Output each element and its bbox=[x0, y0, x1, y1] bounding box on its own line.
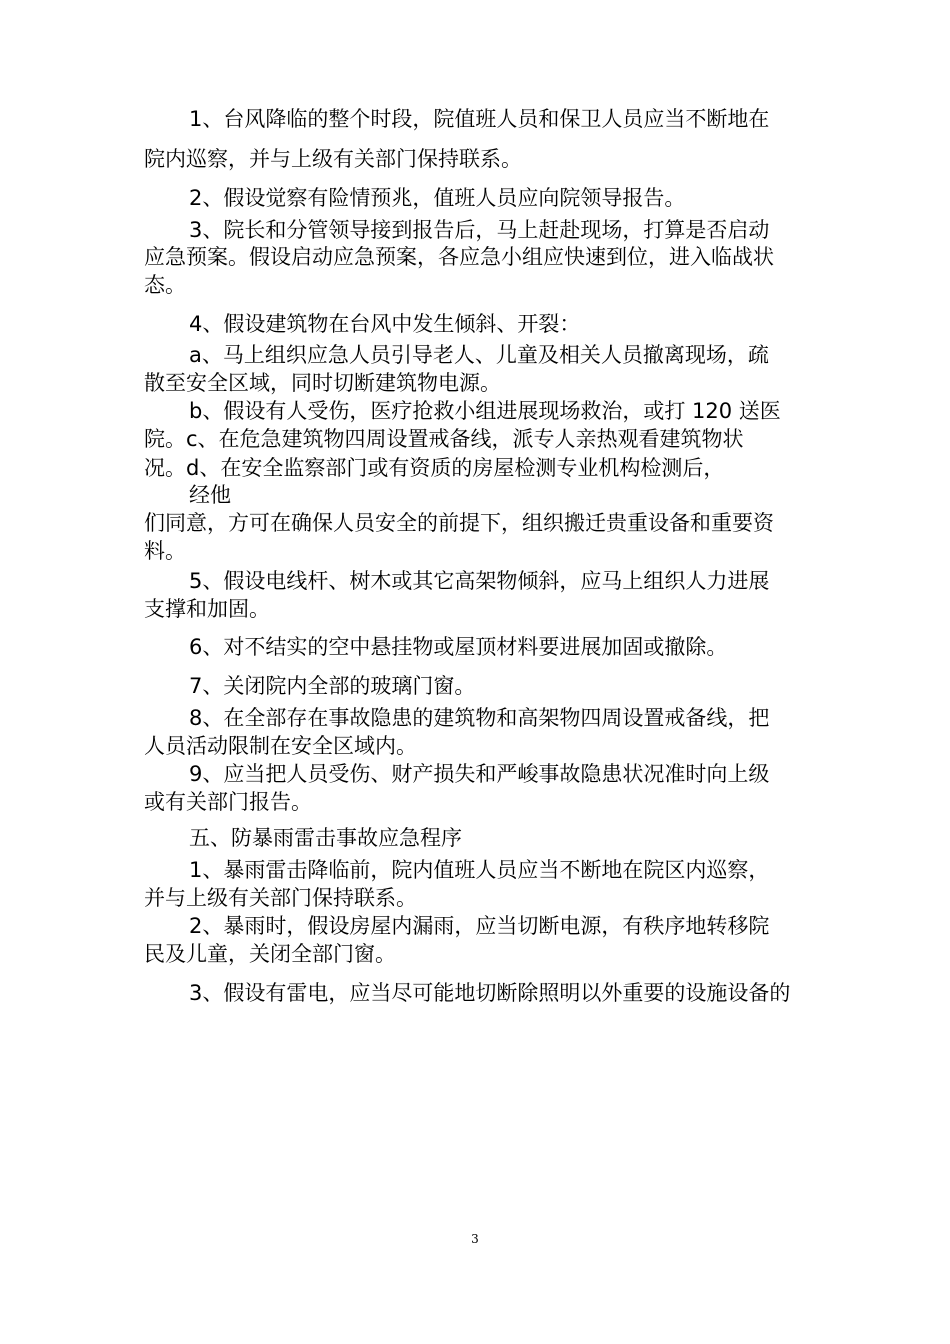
text-line-3: 2、假设觉察有险情预兆，值班人员应向院领导报告。 bbox=[189, 186, 686, 210]
text-line-6: 态。 bbox=[144, 273, 186, 297]
text-line-21: 人员活动限制在安全区域内。 bbox=[144, 734, 417, 758]
text-line-28: 民及儿童，关闭全部门窗。 bbox=[144, 942, 396, 966]
text-line-12: 况。d、在安全监察部门或有资质的房屋检测专业机构检测后， bbox=[144, 456, 725, 480]
text-line-25: 1、暴雨雷击降临前，院内值班人员应当不断地在院区内巡察， bbox=[189, 858, 770, 882]
page-number: 3 bbox=[471, 1232, 479, 1246]
text-line-18: 6、对不结实的空中悬挂物或屋顶材料要进展加固或撤除。 bbox=[189, 635, 728, 659]
text-line-16: 5、假设电线杆、树木或其它高架物倾斜，应马上组织人力进展 bbox=[189, 569, 770, 593]
text-line-9: 散至安全区域，同时切断建筑物电源。 bbox=[144, 371, 501, 395]
text-line-19: 7、关闭院内全部的玻璃门窗。 bbox=[189, 674, 476, 698]
text-line-4: 3、院长和分管领导接到报告后，马上赶赴现场，打算是否启动 bbox=[189, 218, 770, 242]
text-line-14: 们同意，方可在确保人员安全的前提下，组织搬迁贵重设备和重要资 bbox=[144, 511, 774, 535]
text-line-1: 1、台风降临的整个时段，院值班人员和保卫人员应当不断地在 bbox=[189, 107, 770, 131]
text-line-7: 4、假设建筑物在台风中发生倾斜、开裂： bbox=[189, 312, 581, 336]
text-line-11: 院。c、在危急建筑物四周设置戒备线，派专人亲热观看建筑物状 bbox=[144, 427, 744, 451]
text-line-5: 应急预案。假设启动应急预案，各应急小组应快速到位，进入临战状 bbox=[144, 245, 774, 269]
text-line-13: 经他 bbox=[189, 483, 231, 507]
section-heading: 五、防暴雨雷击事故应急程序 bbox=[189, 826, 462, 850]
text-line-10: b、假设有人受伤，医疗抢救小组进展现场救治，或打 120 送医 bbox=[189, 399, 781, 423]
text-line-22: 9、应当把人员受伤、财产损失和严峻事故隐患状况准时向上级 bbox=[189, 762, 770, 786]
text-line-20: 8、在全部存在事故隐患的建筑物和高架物四周设置戒备线，把 bbox=[189, 706, 770, 730]
text-line-23: 或有关部门报告。 bbox=[144, 790, 312, 814]
text-line-29: 3、假设有雷电，应当尽可能地切断除照明以外重要的设施设备的 bbox=[189, 981, 791, 1005]
text-line-26: 并与上级有关部门保持联系。 bbox=[144, 886, 417, 910]
text-line-15: 料。 bbox=[144, 539, 186, 563]
text-line-8: a、马上组织应急人员引导老人、儿童及相关人员撤离现场，疏 bbox=[189, 343, 769, 367]
text-line-27: 2、暴雨时，假设房屋内漏雨，应当切断电源，有秩序地转移院 bbox=[189, 914, 770, 938]
text-line-17: 支撑和加固。 bbox=[144, 597, 270, 621]
text-line-2: 院内巡察，并与上级有关部门保持联系。 bbox=[144, 147, 522, 171]
